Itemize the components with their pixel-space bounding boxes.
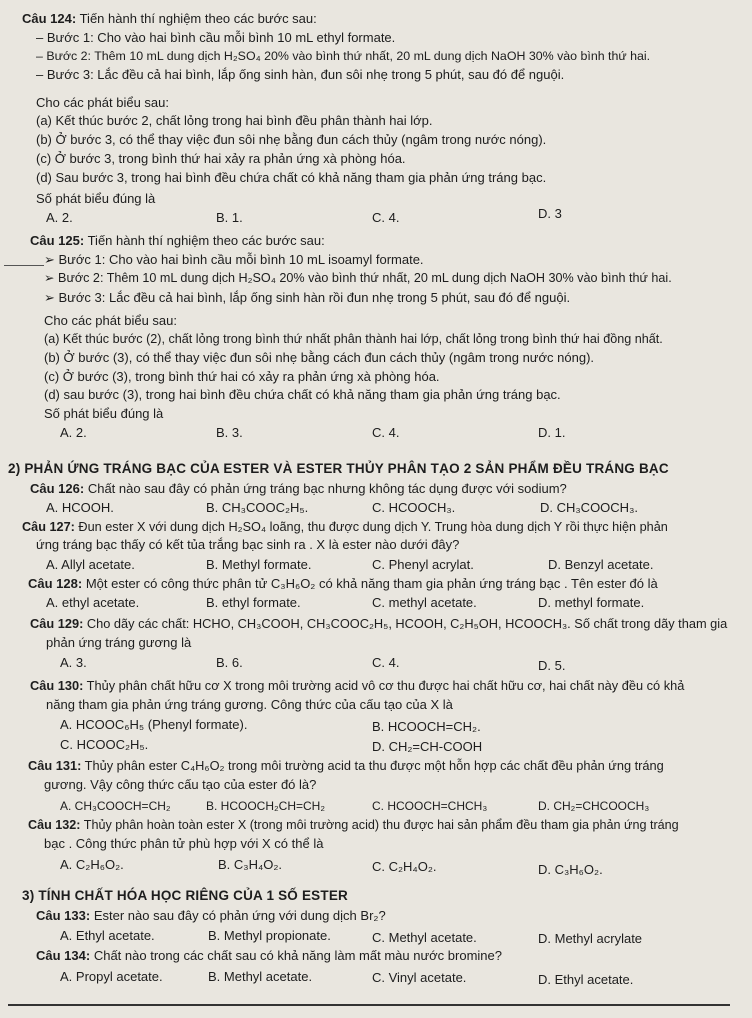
q126-heading: Câu 126: Chất nào sau đây có phản ứng tráng bạc nhưng không tác dụng được với sodium?	[30, 481, 567, 496]
q125-statement-a: (a) Kết thúc bước (2), chất lỏng trong bình thứ nhất phân thành hai lớp, chất lỏng trong bình thứ hai đồng nhất.	[44, 332, 663, 346]
q130-option-b: B. HCOOCH=CH₂.	[372, 719, 481, 734]
q124-step1: – Bước 1: Cho vào hai bình cầu mỗi bình 10 mL ethyl formate.	[36, 30, 396, 45]
q124-option-d: D. 3	[538, 206, 562, 221]
bottom-rule	[8, 1004, 730, 1006]
q124-statement-d: (d) Sau bước 3, trong hai bình đều chứa chất có khả năng tham gia phản ứng tráng bạc.	[36, 170, 547, 185]
q125-statement-c: (c) Ở bước (3), trong bình thứ hai có xảy ra phản ứng xà phòng hóa.	[44, 369, 440, 384]
q131-option-c: C. HCOOCH=CHCH₃	[372, 799, 488, 813]
q133-option-d: D. Methyl acrylate	[538, 931, 643, 946]
q132-heading: Câu 132: Thủy phân hoàn toàn ester X (trong môi trường acid) thu được hai sản phẩm đều tham gia phản ứng tráng	[28, 818, 679, 832]
q132-option-c: C. C₂H₄O₂.	[372, 859, 437, 874]
q128-heading: Câu 128: Một ester có công thức phân tử C₃H₆O₂ có khả năng tham gia phản ứng tráng bạc . Tên ester đó là	[28, 576, 658, 591]
q127-option-d: D. Benzyl acetate.	[548, 557, 654, 572]
q124-option-b: B. 1.	[216, 210, 243, 225]
q132-option-d: D. C₃H₆O₂.	[538, 862, 603, 877]
q130-option-a: A. HCOOC₆H₅ (Phenyl formate).	[60, 717, 248, 732]
q134-option-a: A. Propyl acetate.	[60, 969, 163, 984]
q127-option-b: B. Methyl formate.	[206, 557, 312, 572]
q127-option-c: C. Phenyl acrylat.	[372, 557, 474, 572]
section-3-heading: 3) TÍNH CHẤT HÓA HỌC RIÊNG CỦA 1 SỐ ESTER	[22, 888, 348, 903]
q128-option-b: B. ethyl formate.	[206, 595, 301, 610]
q131-option-a: A. CH₃COOCH=CH₂	[60, 799, 171, 813]
margin-rule	[4, 265, 44, 266]
q125-option-b: B. 3.	[216, 425, 243, 440]
q125-prompt: Cho các phát biểu sau:	[44, 313, 177, 328]
q126-option-d: D. CH₃COOCH₃.	[540, 500, 638, 515]
q126-option-b: B. CH₃COOC₂H₅.	[206, 500, 309, 515]
q132-text-continued: bạc . Công thức phân tử phù hợp với X có thể là	[44, 836, 324, 851]
q127-text-continued: ứng tráng bạc thấy có kết tủa trắng bạc sinh ra . X là ester nào dưới đây?	[36, 537, 460, 552]
q134-option-d: D. Ethyl acetate.	[538, 972, 634, 987]
q128-option-c: C. methyl acetate.	[372, 595, 477, 610]
q133-option-b: B. Methyl propionate.	[208, 928, 331, 943]
q125-option-c: C. 4.	[372, 425, 400, 440]
q129-option-a: A. 3.	[60, 655, 87, 670]
q131-option-d: D. CH₂=CHCOOCH₃	[538, 799, 650, 813]
q125-statement-b: (b) Ở bước (3), có thể thay việc đun sôi nhẹ bằng cách đun cách thủy (ngâm trong nước nóng).	[44, 350, 595, 365]
q134-option-c: C. Vinyl acetate.	[372, 970, 467, 985]
q129-option-c: C. 4.	[372, 655, 400, 670]
q132-option-a: A. C₂H₆O₂.	[60, 857, 124, 872]
q124-option-c: C. 4.	[372, 210, 400, 225]
q124-prompt: Cho các phát biểu sau:	[36, 95, 169, 110]
q124-step2: – Bước 2: Thêm 10 mL dung dịch H₂SO₄ 20% vào bình thứ nhất, 20 mL dung dịch NaOH 30% vào bình thứ hai.	[36, 49, 651, 63]
q124-statement-a: (a) Kết thúc bước 2, chất lỏng trong hai bình đều phân thành hai lớp.	[36, 113, 433, 128]
q125-step1: ➢ Bước 1: Cho vào hai bình cầu mỗi bình 10 mL isoamyl formate.	[44, 252, 424, 267]
q124-statement-b: (b) Ở bước 3, có thể thay việc đun sôi nhẹ bằng đun cách thủy (ngâm trong nước nóng).	[36, 132, 547, 147]
q129-option-b: B. 6.	[216, 655, 243, 670]
q133-heading: Câu 133: Ester nào sau đây có phản ứng với dung dịch Br₂?	[36, 908, 386, 923]
q125-option-d: D. 1.	[538, 425, 566, 440]
q130-option-c: C. HCOOC₂H₅.	[60, 737, 149, 752]
q133-option-a: A. Ethyl acetate.	[60, 928, 155, 943]
q129-heading: Câu 129: Cho dãy các chất: HCHO, CH₃COOH, CH₃COOC₂H₅, HCOOH, C₂H₅OH, HCOOCH₃. Số chất trong dãy tham gia	[30, 616, 728, 631]
q134-option-b: B. Methyl acetate.	[208, 969, 313, 984]
q130-heading: Câu 130: Thủy phân chất hữu cơ X trong môi trường acid vô cơ thu được hai chất hữu cơ, hai chất này đều có khả	[30, 678, 685, 693]
q129-option-d: D. 5.	[538, 658, 566, 673]
q128-option-d: D. methyl formate.	[538, 595, 645, 610]
q126-option-a: A. HCOOH.	[46, 500, 114, 515]
q129-text-continued: phản ứng tráng gương là	[46, 635, 192, 650]
q131-option-b: B. HCOOCH₂CH=CH₂	[206, 799, 325, 813]
q130-option-d: D. CH₂=CH-COOH	[372, 739, 483, 754]
q127-heading: Câu 127: Đun ester X với dung dịch H₂SO₄ loãng, thu được dung dịch Y. Trung hòa dung dịch Y rồi thực hiện phản	[22, 520, 668, 534]
q128-option-a: A. ethyl acetate.	[46, 595, 140, 610]
q125-statement-d: (d) sau bước (3), trong hai bình đều chứa chất có khả năng tham gia phản ứng tráng bạc.	[44, 387, 561, 402]
q124-step3: – Bước 3: Lắc đều cả hai bình, lắp ống sinh hàn, đun sôi nhẹ trong 5 phút, sau đó để nguội.	[36, 67, 565, 82]
q126-option-c: C. HCOOCH₃.	[372, 500, 456, 515]
q130-text-continued: năng tham gia phản ứng tráng gương. Công thức của cấu tạo của X là	[46, 697, 453, 712]
q133-option-c: C. Methyl acetate.	[372, 930, 477, 945]
section-2-heading: 2) PHẢN ỨNG TRÁNG BẠC CỦA ESTER VÀ ESTER THỦY PHÂN TẠO 2 SẢN PHẨM ĐỀU TRÁNG BẠC	[8, 461, 669, 476]
q124-option-a: A. 2.	[46, 210, 73, 225]
q125-step3: ➢ Bước 3: Lắc đều cả hai bình, lắp ống sinh hàn rồi đun nhẹ trong 5 phút, sau đó để nguội.	[44, 290, 571, 305]
q124-statement-c: (c) Ở bước 3, trong bình thứ hai xảy ra phản ứng xà phòng hóa.	[36, 151, 406, 166]
q131-heading: Câu 131: Thủy phân ester C₄H₆O₂ trong môi trường acid ta thu được một hỗn hợp các chất đều phản ứng tráng	[28, 758, 664, 773]
q134-heading: Câu 134: Chất nào trong các chất sau có khả năng làm mất màu nước bromine?	[36, 948, 502, 963]
q127-option-a: A. Allyl acetate.	[46, 557, 135, 572]
q124-ask: Số phát biểu đúng là	[36, 191, 156, 206]
q132-option-b: B. C₃H₄O₂.	[218, 857, 283, 872]
q125-option-a: A. 2.	[60, 425, 87, 440]
q131-text-continued: gương. Vậy công thức cấu tạo của ester đó là?	[44, 777, 317, 792]
q124-heading: Câu 124: Tiến hành thí nghiệm theo các bước sau:	[22, 11, 317, 26]
q125-step2: ➢ Bước 2: Thêm 10 mL dung dịch H₂SO₄ 20% vào bình thứ nhất, 20 mL dung dịch NaOH 30% vào bình thứ hai.	[44, 271, 672, 285]
q125-ask: Số phát biểu đúng là	[44, 406, 164, 421]
q125-heading: Câu 125: Tiến hành thí nghiệm theo các bước sau:	[30, 233, 325, 248]
